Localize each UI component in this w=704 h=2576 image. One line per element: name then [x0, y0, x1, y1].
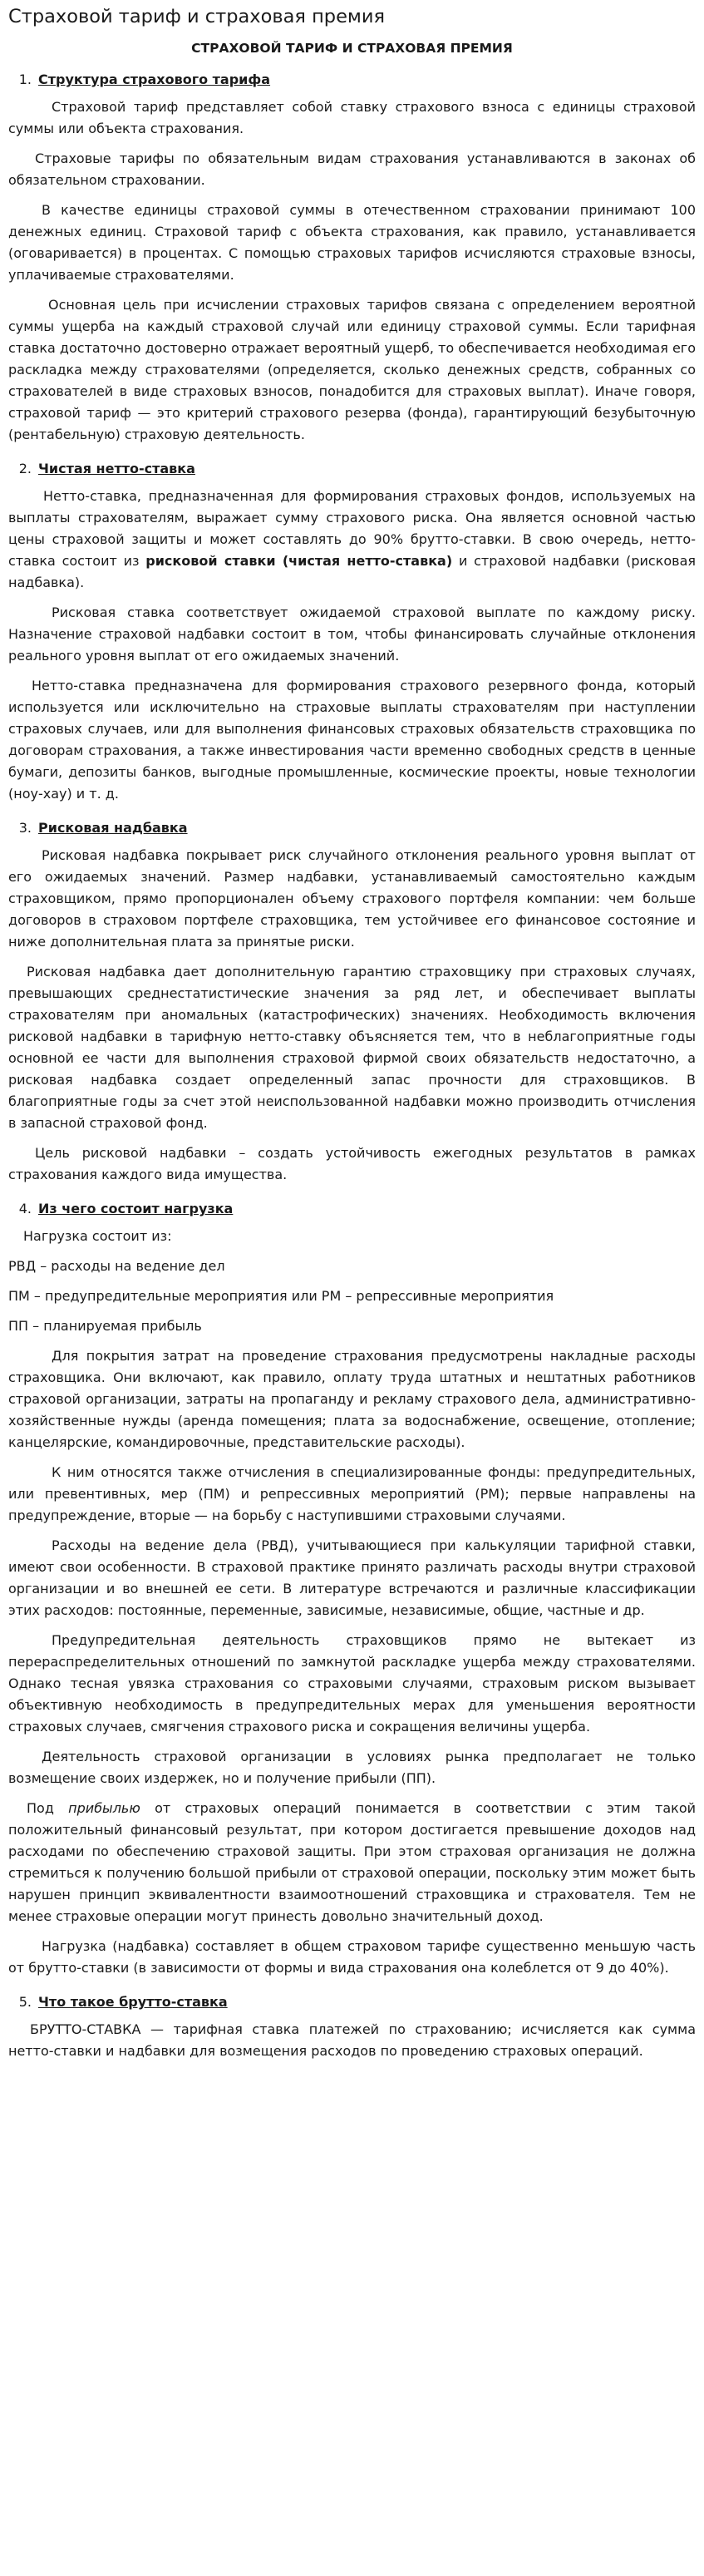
page-title: Страховой тариф и страховая премия [8, 6, 386, 27]
list-item: ПП – планируемая прибыль [8, 1318, 202, 1334]
document-title: СТРАХОВОЙ ТАРИФ И СТРАХОВАЯ ПРЕМИЯ [191, 41, 513, 56]
section-title: Рисковая надбавка [38, 820, 188, 836]
paragraph-text: от страховых операций понимается в соответствии с этим такой положительный финансовый результат, при котором достигается превышение доходов над расходами по обеспечению страховой защиты. При этом страховая организация не должна стремиться к получению большой прибыли от страховой операции, поскольку этим может быть нарушен принцип эквивалентности взаимоотношений страховщика и страхователя. Тем не менее страховые операции могут принесть довольно значительный доход. [8, 1800, 697, 1924]
paragraph: Нетто-ставка предназначена для формирования страхового резервного фонда, который используется или исключительно на страховые выплаты страхователям при наступлении страховых случаев, или для выполнения финансовых страховых обязательств страховщика по договорам страхования, а также инвестирования части временно свободных средств в ценные бумаги, депозиты банков, выгодные промышленные, космические проекты, новые технологии (ноу-хау) и т. д. [8, 678, 696, 802]
paragraph: Цель рисковой надбавки – создать устойчивость ежегодных результатов в рамках страхования каждого вида имущества. [8, 1145, 696, 1182]
section-title: Чистая нетто-ставка [38, 461, 195, 476]
paragraph-text: и страховой надбавки (рисковая надбавка). [8, 553, 697, 590]
section-number: 4. [18, 1201, 32, 1216]
paragraph: Нагрузка состоит из: [23, 1228, 172, 1244]
paragraph: Страховой тариф представляет собой ставку страхового взноса с единицы страховой суммы или объекта страхования. [8, 99, 696, 136]
section-title: Что такое брутто-ставка [38, 1994, 228, 2010]
section-number: 3. [18, 820, 32, 836]
section-number: 1. [18, 72, 32, 87]
section-title: Из чего состоит нагрузка [38, 1201, 234, 1216]
list-item: ПМ – предупредительные мероприятия или РМ – репрессивные мероприятия [8, 1288, 554, 1304]
section-heading-4 [17, 1199, 696, 1219]
paragraph-text: Под [27, 1800, 69, 1816]
paragraph: К ним относятся также отчисления в специализированные фонды: предупредительных, или превентивных, мер (ПМ) и репрессивных мероприятий (РМ); первые направлены на предупреждение, вторые — на борьбу с наступившими страховыми случаями. [8, 1464, 696, 1523]
section-number: 2. [18, 461, 32, 476]
paragraph: Рисковая надбавка дает дополнительную гарантию страховщику при страховых случаях, превышающих среднестатистические значения за ряд лет, и обеспечивает выплаты страхователям при аномальных (катастрофических) значениях. Необходимость включения рисковой надбавки в тарифную нетто-ставку объясняется тем, что в неблагоприятные годы основной ее части для выполнения страховой фирмой своих обязательств недостаточно, а рисковая надбавка создает определенный запас прочности для страховщиков. В благоприятные годы за счет этой неиспользованной надбавки можно производить отчисления в запасной страховой фонд. [8, 964, 696, 1131]
section-heading-5 [17, 1992, 696, 2012]
section-heading-3 [17, 818, 696, 838]
paragraph: В качестве единицы страховой суммы в отечественном страховании принимают 100 денежных единиц. Страховой тариф с объекта страхования, как правило, устанавливается (оговаривается) в процентах. С помощью страховых тарифов исчисляются страховые взносы, уплачиваемые страхователями. [8, 202, 696, 283]
paragraph: Рисковая ставка соответствует ожидаемой страховой выплате по каждому риску. Назначение страховой надбавки состоит в том, чтобы финансировать случайные отклонения реального уровня выплат от его ожидаемых значений. [8, 605, 696, 664]
section-number: 5. [18, 1994, 32, 2010]
paragraph: Основная цель при исчислении страховых тарифов связана с определением вероятной суммы ущерба на каждый страховой случай или единицу страховой суммы. Если тарифная ставка достаточно достоверно отражает вероятный ущерб, то обеспечивается необходимая его раскладка между страхователями (определяется, сколько денежных средств, собранных со страхователей в виде страховых взносов, понадобится для страховых выплат). Иначе говоря, страховой тариф — это критерий страхового резерва (фонда), гарантирующий безубыточную (рентабельную) страховую деятельность. [8, 297, 696, 442]
paragraph: Предупредительная деятельность страховщиков прямо не вытекает из перераспределительных отношений по замкнутой раскладке ущерба между страхователями. Однако тесная увязка страхования со страховыми случаями, страховым риском вызывает объективную необходимость в предупредительных мерах для уменьшения вероятности страховых случаев, смягчения страхового риска и сокращения величины ущерба. [8, 1632, 696, 1735]
section-heading-1 [17, 70, 696, 90]
paragraph [8, 1798, 696, 1927]
paragraph: Рисковая надбавка покрывает риск случайного отклонения реального уровня выплат от его ожидаемых значений. Размер надбавки, устанавливаемый самостоятельно каждым страховщиком, прямо пропорционален объему страхового портфеля компании: чем больше договоров в страховом портфеле страховщика, тем устойчивее его финансовое состояние и ниже дополнительная плата за принятые риски. [8, 847, 696, 950]
paragraph: Нагрузка (надбавка) составляет в общем страховом тарифе существенно меньшую часть от брутто-ставки (в зависимости от формы и вида страхования она колеблется от 9 до 40%). [8, 1938, 696, 1976]
section-title: Структура страхового тарифа [38, 72, 271, 87]
emphasis-text: рисковой ставки (чистая нетто-ставка) [145, 553, 453, 569]
paragraph: Страховые тарифы по обязательным видам страхования устанавливаются в законах об обязательном страховании. [8, 151, 696, 188]
paragraph: Расходы на ведение дела (РВД), учитывающиеся при калькуляции тарифной ставки, имеют свои особенности. В страховой практике принято различать расходы внутри страховой организации и во внешней ее сети. В литературе встречаются и различные классификации этих расходов: постоянные, переменные, зависимые, независимые, общие, частные и др. [8, 1537, 696, 1618]
paragraph: Деятельность страховой организации в условиях рынка предполагает не только возмещение своих издержек, но и получение прибыли (ПП). [8, 1749, 696, 1786]
paragraph [8, 486, 696, 594]
section-heading-2 [17, 459, 696, 479]
paragraph-text: Нетто-ставка, предназначенная для формирования страховых фондов, используемых на выплаты страхователям, выражает сумму страхового риска. Она является основной частью цены страховой защиты и может составлять до 90% брутто-ставки. В свою очередь, нетто-ставка состоит из [8, 488, 696, 569]
paragraph: Для покрытия затрат на проведение страхования предусмотрены накладные расходы страховщика. Они включают, как правило, оплату труда штатных и нештатных работников страховой организации, затраты на пропаганду и рекламу страхового дела, административно-хозяйственные нужды (аренда помещения; плата за водоснабжение, освещение, отопление; канцелярские, командировочные, представительские расходы). [8, 1348, 696, 1450]
list-item: РВД – расходы на ведение дел [8, 1258, 225, 1274]
emphasis-text: прибылью [68, 1800, 140, 1816]
paragraph: БРУТТО-СТАВКА — тарифная ставка платежей по страхованию; исчисляется как сумма нетто-ставки и надбавки для возмещения расходов по проведению страховых операций. [8, 2021, 696, 2059]
